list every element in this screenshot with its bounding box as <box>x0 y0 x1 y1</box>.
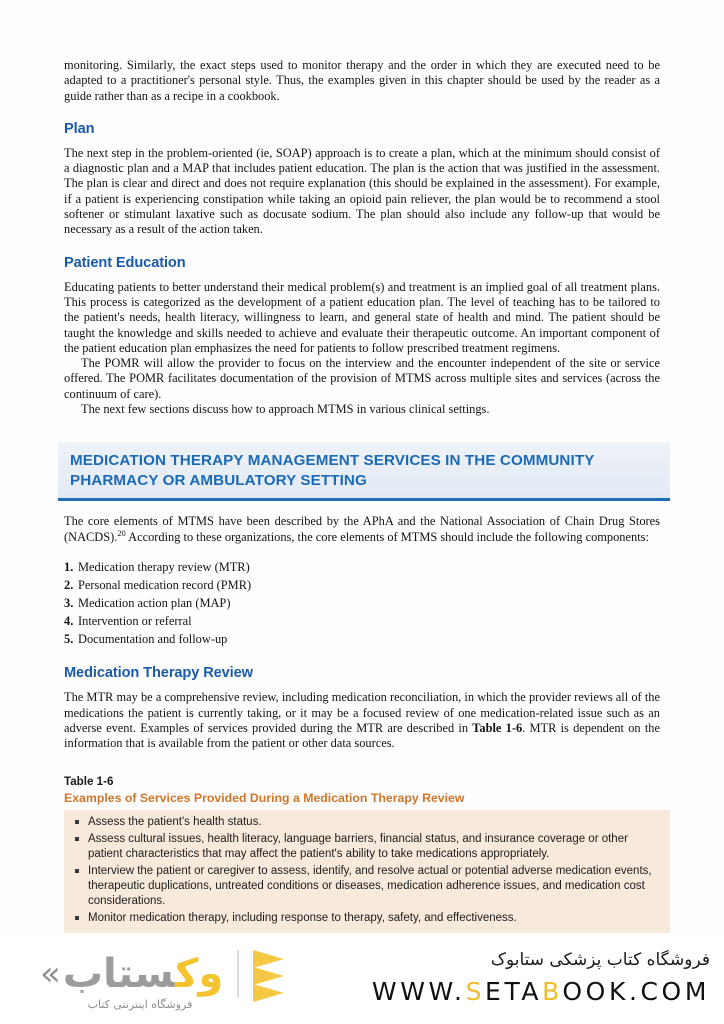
footer-text-group <box>310 946 710 1008</box>
spacer <box>64 648 660 665</box>
list-item-label: Documentation and follow-up <box>78 632 228 647</box>
table-bullet-list <box>72 815 660 926</box>
list-item-number: 5. <box>64 632 74 647</box>
double-chevron-left-icon: « <box>40 954 61 994</box>
logo-divider <box>237 950 239 998</box>
core-elements-list <box>64 558 660 648</box>
logo-row <box>40 948 330 1000</box>
footer-url[interactable] <box>310 976 710 1008</box>
section-banner-line-1: MEDICATION THERAPY MANAGEMENT SERVICES IN THE COMMUNITY <box>70 452 595 470</box>
list-item <box>64 630 660 648</box>
list-item <box>64 612 660 630</box>
spacer <box>64 545 660 558</box>
table-bullet-item: Assess cultural issues, health literacy, language barriers, financial status, and insurance coverage or other patient characteristics that may affect the patient's ability to take medications appropriately. <box>72 832 660 861</box>
list-item-label: Medication action plan (MAP) <box>78 596 231 611</box>
heading-plan: Plan <box>64 120 95 137</box>
spacer <box>64 137 660 146</box>
table-bullet-item: Interview the patient or caregiver to assess, identify, and resolve actual or potential adverse medication events, therapeutic duplications, untreated conditions or diseases, medication adherence issues, and medication cost considerations. <box>72 864 660 908</box>
core-elements-lead-in-part1: The core elements of MTMS have been described by the APhA and the National Association of Chain Drug Stores (NACDS). <box>64 514 660 544</box>
paragraph-core-elements-lead-in <box>64 514 660 545</box>
paragraph-mtr <box>64 690 660 751</box>
table-1-6 <box>64 774 660 933</box>
logo-word-prefix: ستاب <box>62 951 176 997</box>
section-banner <box>58 442 670 501</box>
mtr-part1: The MTR may be a comprehensive review, including medication reconciliation, in which the provider reviews all of the medications the patient is currently taking, or it may be a focused review of one medication-related issue such as an adverse event. Examples of services provided during the MTR are described in <box>64 690 660 735</box>
footer-url-part-4: OOK.COM <box>562 977 710 1006</box>
table-body <box>64 810 670 933</box>
table-reference-link: Table 1-6 <box>472 721 523 735</box>
watermark-footer <box>0 940 724 1024</box>
list-item-number: 4. <box>64 614 74 629</box>
page-content <box>64 58 660 933</box>
table-caption: Examples of Services Provided During a Medication Therapy Review <box>64 790 465 805</box>
table-label: Table 1-6 <box>64 774 114 788</box>
footer-logo-group <box>40 948 330 1018</box>
list-item <box>64 558 660 576</box>
setabook-logo-wordmark <box>63 951 223 997</box>
core-elements-lead-in-part2: According to these organizations, the core elements of MTMS should include the following components: <box>125 529 649 544</box>
heading-medication-therapy-review: Medication Therapy Review <box>64 665 253 682</box>
footer-url-part-1: S <box>465 977 486 1006</box>
table-bullet-item: Assess the patient's health status. <box>72 815 660 830</box>
list-item-label: Intervention or referral <box>78 614 192 629</box>
chevron-stack-icon <box>253 948 315 1000</box>
spacer <box>64 104 660 121</box>
list-item-number: 3. <box>64 596 74 611</box>
footer-url-part-2: ETA <box>485 977 543 1006</box>
footer-url-part-3: B <box>542 977 563 1006</box>
list-item <box>64 576 660 594</box>
table-bullet-item: Monitor medication therapy, including response to therapy, safety, and effectiveness. <box>72 911 660 926</box>
footer-tagline: فروشگاه کتاب پزشکی ستابوک <box>490 950 710 970</box>
logo-subtitle: فروشگاه اینترنتی کتاب <box>87 998 193 1011</box>
reference-superscript: 20 <box>117 528 126 538</box>
list-item-label: Medication therapy review (MTR) <box>78 559 250 574</box>
logo-word-accent: وک <box>175 951 224 997</box>
paragraph-plan-body: The next step in the problem-oriented (ie, SOAP) approach is to create a plan, which at the minimum should consist of a diagnostic plan and a MAP that includes patient education. The plan is the action that was justified in the assessment. The plan is clear and direct and does not require explanation (this should be explained in the assessment). For example, if a patient is experiencing constipation while taking an opioid pain reliever, the plan would be to recommend a stool softener or stimulant laxative such as docusate sodium. The plan should also include any follow-up that would be necessary as a result of the action taken. <box>64 145 660 237</box>
paragraph-patient-education-1: Educating patients to better understand their medical problem(s) and treatment is an implied goal of all treatment plans. This process is categorized as the development of a patient education plan. The level of teaching has to be tailored to the patient's needs, health literacy, willingness to learn, and general state of health and mind. The patient should be taught the knowledge and skills needed to achieve and evaluate their therapeutic outcome. An important component of the patient education plan emphasizes the need for patients to follow prescribed treatment regimens. <box>64 279 660 355</box>
spacer <box>64 681 660 690</box>
paragraph-patient-education-3: The next few sections discuss how to approach MTMS in various clinical settings. <box>81 402 490 417</box>
paragraph-intro: monitoring. Similarly, the exact steps used to monitor therapy and the order in which they are executed need to be adapted to a practitioner's personal style. Thus, the examples given in this chapter should be used by the reader as a guide rather than as a recipe in a cookbook. <box>64 58 660 103</box>
footer-url-part-0: WWW. <box>371 977 466 1006</box>
mtr-part2: . MTR is dependent on the information that is available from the patient or other data sources. <box>64 721 660 751</box>
spacer <box>64 501 660 514</box>
list-item-label: Personal medication record (PMR) <box>78 578 252 593</box>
spacer <box>64 238 660 255</box>
spacer <box>64 271 660 280</box>
list-item-number: 2. <box>64 578 74 593</box>
heading-patient-education: Patient Education <box>64 254 186 271</box>
list-item-number: 1. <box>64 559 74 574</box>
list-item <box>64 594 660 612</box>
paragraph-patient-education-2: The POMR will allow the provider to focus on the interview and the encounter independent of the site or service offered. The POMR facilitates documentation of the provision of MTMS across multiple sites and services (across the continuum of care). <box>64 356 660 401</box>
section-banner-line-2: PHARMACY OR AMBULATORY SETTING <box>70 472 367 490</box>
